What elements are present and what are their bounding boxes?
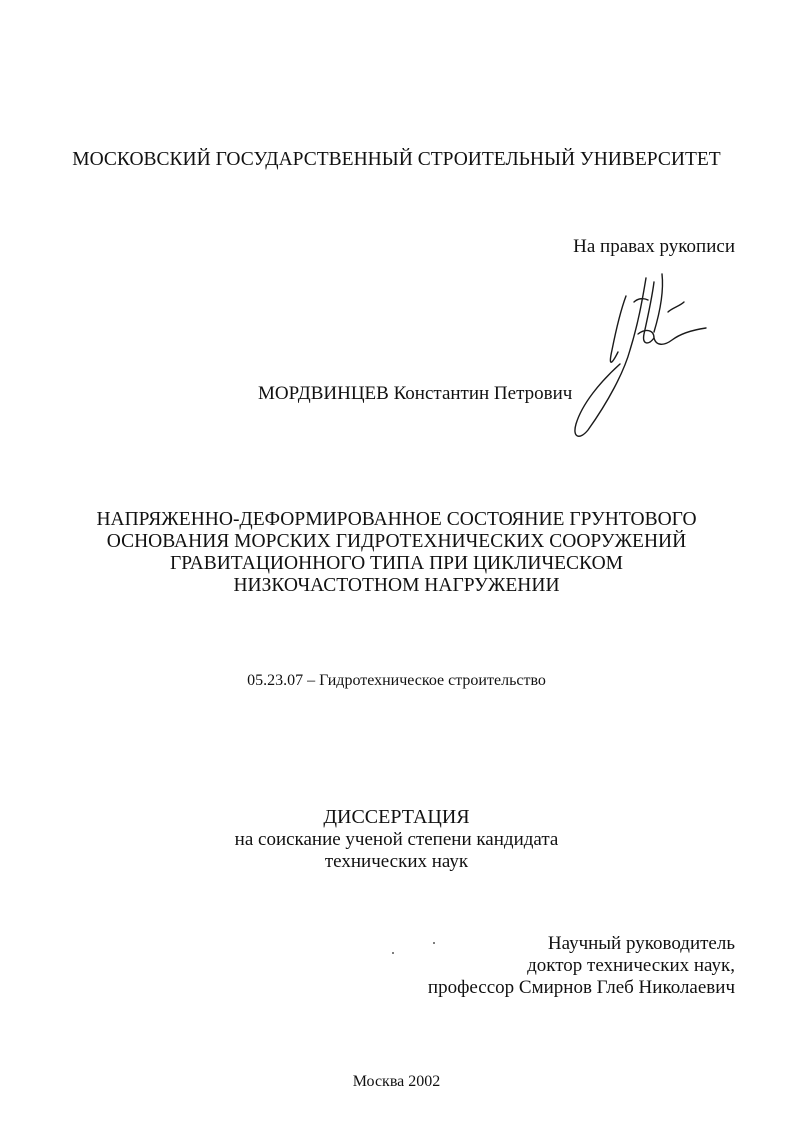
supervisor-line: Научный руководитель xyxy=(547,933,735,954)
scan-speck xyxy=(392,952,394,954)
scan-speck xyxy=(433,942,435,944)
rights-note: На правах рукописи xyxy=(573,236,735,257)
place-and-year: Москва 2002 xyxy=(352,1073,441,1090)
dissertation-title xyxy=(0,509,793,597)
title-line: НИЗКОЧАСТОТНОМ НАГРУЖЕНИИ xyxy=(233,575,560,596)
degree-line: на соискание ученой степени кандидата xyxy=(234,829,559,850)
degree-line: технических наук xyxy=(324,851,469,872)
university-name: МОСКОВСКИЙ ГОСУДАРСТВЕННЫЙ СТРОИТЕЛЬНЫЙ УНИВЕРСИТЕТ xyxy=(72,148,721,170)
degree-statement xyxy=(0,805,793,873)
author-signature xyxy=(568,272,718,440)
specialty-code: 05.23.07 – Гидротехническое строительство xyxy=(247,672,546,689)
title-line: ГРАВИТАЦИОННОГО ТИПА ПРИ ЦИКЛИЧЕСКОМ xyxy=(170,553,623,574)
supervisor-line: доктор технических наук, xyxy=(527,955,735,976)
dissertation-heading: ДИССЕРТАЦИЯ xyxy=(323,806,470,828)
supervisor-line: профессор Смирнов Глеб Николаевич xyxy=(427,977,735,998)
title-line: ОСНОВАНИЯ МОРСКИХ ГИДРОТЕХНИЧЕСКИХ СООРУЖЕНИЙ xyxy=(106,531,687,552)
supervisor-info xyxy=(428,933,735,999)
title-line: НАПРЯЖЕННО-ДЕФОРМИРОВАННОЕ СОСТОЯНИЕ ГРУНТОВОГО xyxy=(96,509,697,530)
author-name: МОРДВИНЦЕВ Константин Петрович xyxy=(258,383,573,404)
